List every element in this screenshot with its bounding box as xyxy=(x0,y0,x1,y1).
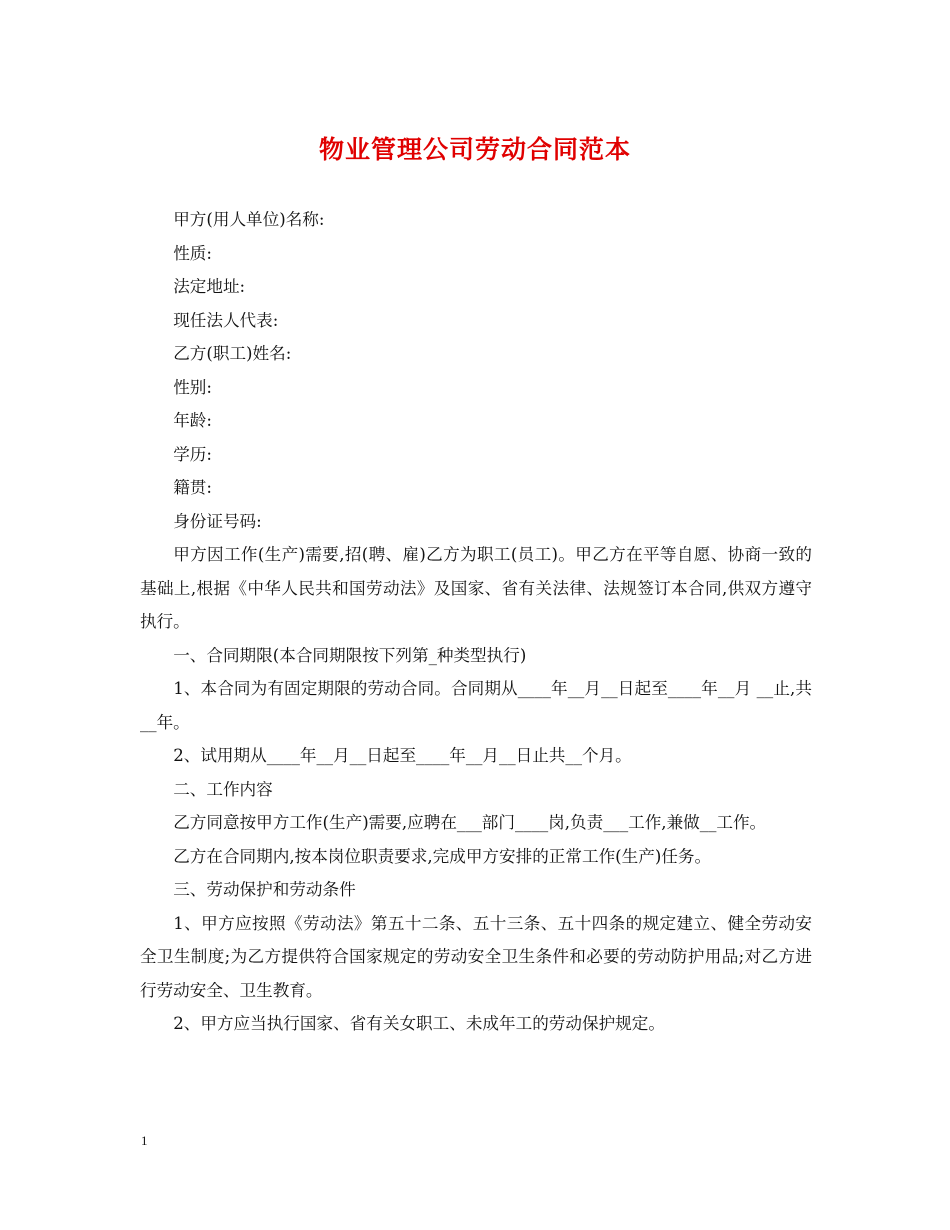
field-party-b-name: 乙方(职工)姓名: xyxy=(173,344,292,363)
section-heading-work-content: 二、工作内容 xyxy=(173,779,273,799)
clause-paragraph: 2、甲方应当执行国家、省有关女职工、未成年工的劳动保护规定。 xyxy=(173,1014,665,1033)
clause-paragraph: 乙方同意按甲方工作(生产)需要,应聘在___部门____岗,负责___工作,兼做__工作。 xyxy=(173,813,767,832)
field-age: 年龄: xyxy=(173,411,212,430)
clause-paragraph: 1、本合同为有固定期限的劳动合同。合同期从____年__月__日起至____年__月 __止,共__年。 xyxy=(140,679,812,732)
document-body xyxy=(140,203,812,1041)
clause-paragraph: 2、试用期从____年__月__日起至____年__月__日止共__个月。 xyxy=(173,746,632,765)
preamble-paragraph: 甲方因工作(生产)需要,招(聘、雇)乙方为职工(员工)。甲乙方在平等自愿、协商一致的基础上,根据《中华人民共和国劳动法》及国家、省有关法律、法规签订本合同,供双方遵守执行。 xyxy=(140,545,812,631)
page-number: 1 xyxy=(141,1133,148,1148)
field-gender: 性别: xyxy=(173,377,212,397)
field-legal-representative: 现任法人代表: xyxy=(173,310,279,330)
field-native-place: 籍贯: xyxy=(173,478,212,497)
document-title: 物业管理公司劳动合同范本 xyxy=(318,135,631,164)
field-legal-address: 法定地址: xyxy=(173,277,246,296)
field-education: 学历: xyxy=(173,444,212,464)
section-heading-labor-protection: 三、劳动保护和劳动条件 xyxy=(173,880,356,899)
clause-paragraph: 乙方在合同期内,按本岗位职责要求,完成甲方安排的正常工作(生产)任务。 xyxy=(173,846,712,866)
section-heading-term: 一、合同期限(本合同期限按下列第_种类型执行) xyxy=(173,645,527,665)
field-nature: 性质: xyxy=(173,243,212,263)
clause-paragraph: 1、甲方应按照《劳动法》第五十二条、五十三条、五十四条的规定建立、健全劳动安全卫生制度;为乙方提供符合国家规定的劳动安全卫生条件和必要的劳动防护用品;对乙方进行劳动安全、卫生教育。 xyxy=(140,913,812,1000)
field-party-a-name: 甲方(用人单位)名称: xyxy=(173,210,325,229)
field-id-number: 身份证号码: xyxy=(173,511,262,531)
